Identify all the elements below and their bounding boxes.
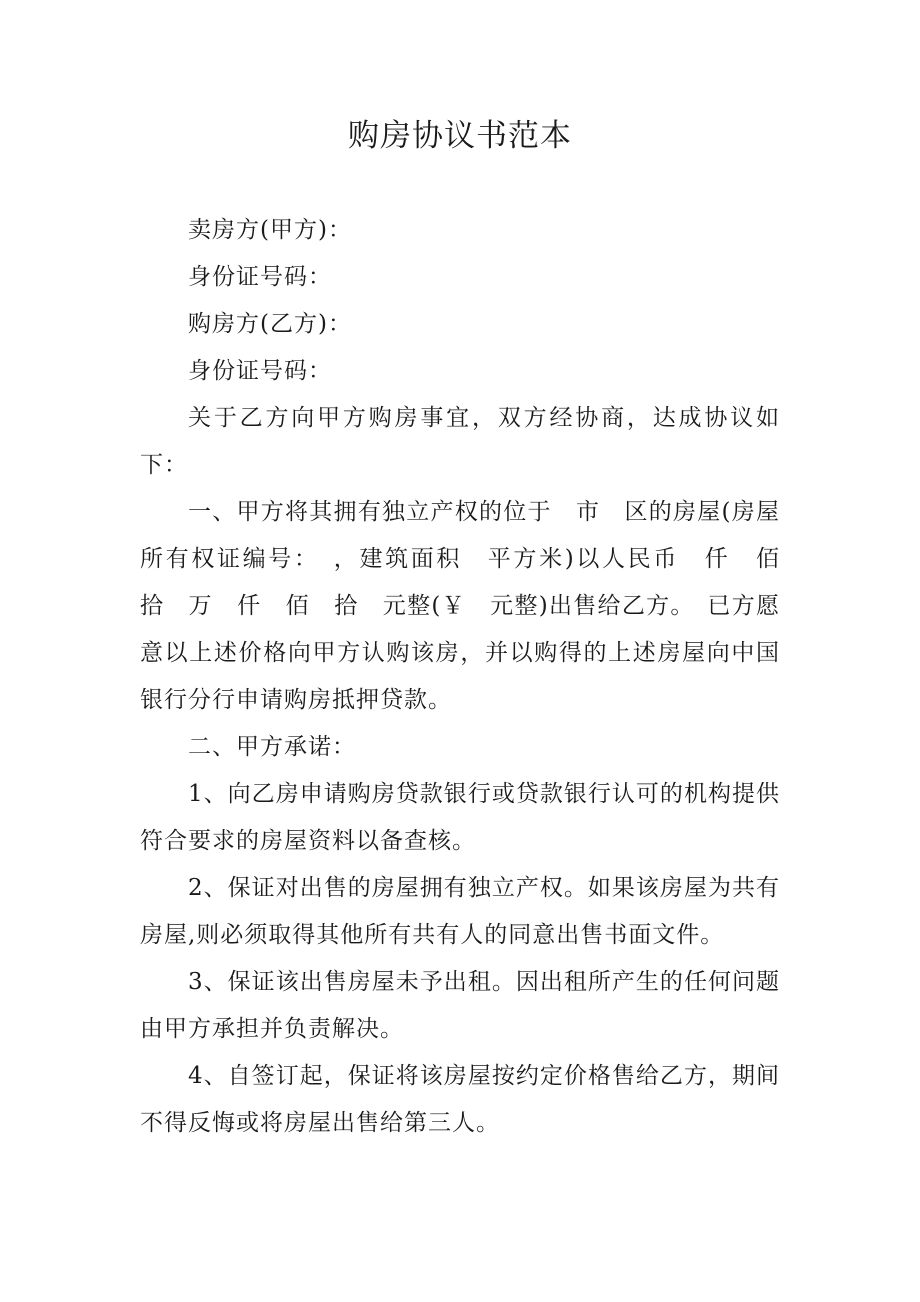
buyer-id-line: 身份证号码： <box>188 358 332 384</box>
commitment-item-4: 4、自签订起，保证将该房屋按约定价格售给乙方，期间不得反悔或将房屋出售给第三人。 <box>140 1063 780 1136</box>
commitment-item-1: 1、向乙房申请购房贷款银行或贷款银行认可的机构提供符合要求的房屋资料以备查核。 <box>140 781 780 854</box>
clause-two-heading: 二、甲方承诺： <box>188 734 356 760</box>
document-body <box>140 207 804 1147</box>
clause-one: 一、甲方将其拥有独立产权的位于 市 区的房屋(房屋所有权证编号： ，建筑面积 平方米)以人民币 仟 佰 拾 万 仟 佰 拾 元整(￥ 元整)出售给乙方。 已方愿意以上述价格向甲方认购该房，并以购得的上述房屋向中国 银行分行申请购房抵押贷款。 <box>140 499 804 713</box>
commitment-item-2: 2、保证对出售的房屋拥有独立产权。如果该房屋为共有房屋,则必须取得其他所有共有人的同意出售书面文件。 <box>140 875 780 948</box>
seller-party-line: 卖房方(甲方)： <box>188 217 352 243</box>
buyer-party-line: 购房方(乙方)： <box>188 311 352 337</box>
commitment-item-3: 3、保证该出售房屋未予出租。因出租所产生的任何问题由甲方承担并负责解决。 <box>140 969 780 1042</box>
document-title: 购房协议书范本 <box>348 118 572 154</box>
agreement-intro: 关于乙方向甲方购房事宜，双方经协商，达成协议如下： <box>140 405 780 478</box>
seller-id-line: 身份证号码： <box>188 264 332 290</box>
